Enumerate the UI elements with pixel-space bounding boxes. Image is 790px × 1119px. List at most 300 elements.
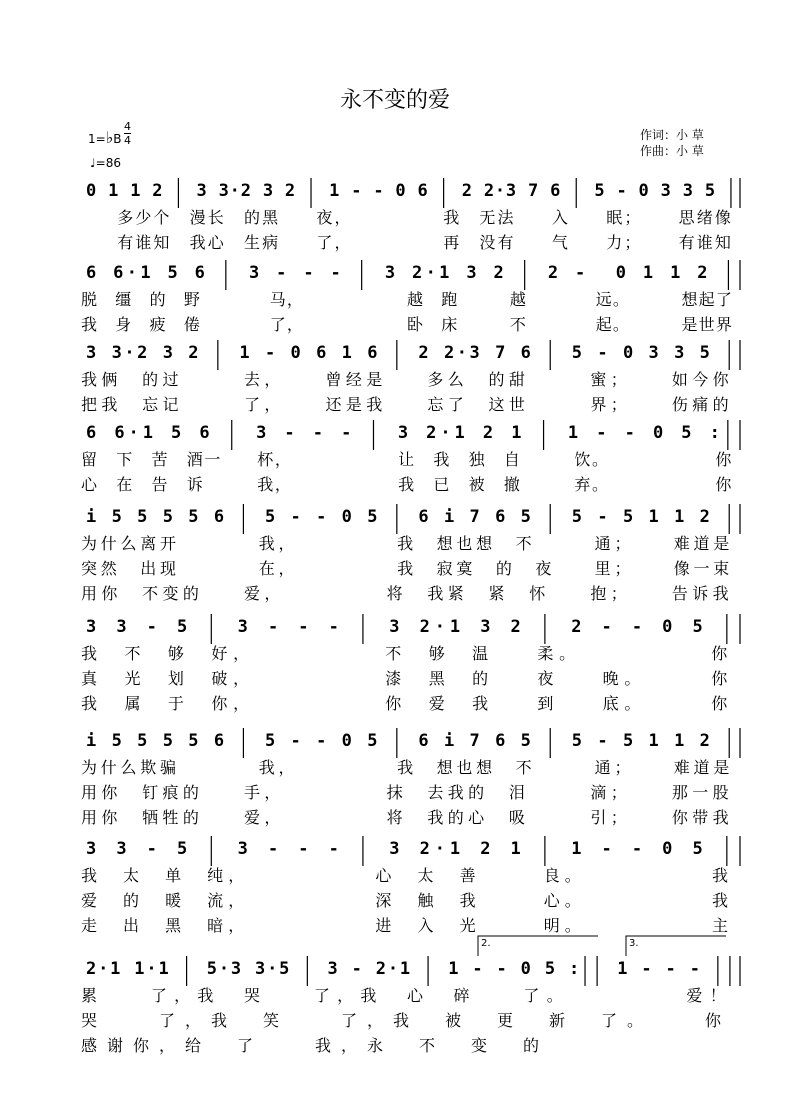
- note: 0: [622, 343, 634, 363]
- lyric-char: 你: [132, 1036, 149, 1055]
- lyric-char: 被: [468, 475, 485, 494]
- lyric-char: 我: [80, 315, 97, 334]
- dash-note: -: [597, 343, 608, 363]
- lyric-char: 了: [715, 290, 732, 309]
- lyric-char: 的: [123, 891, 140, 910]
- lyric-char: ，: [264, 808, 281, 827]
- lyric-char: 。: [559, 644, 576, 663]
- lyric-char: 多: [427, 370, 444, 389]
- lyric-char: 的: [243, 208, 260, 227]
- note: 6: [495, 731, 506, 751]
- note: 5: [171, 423, 182, 443]
- note: ·: [124, 343, 135, 363]
- lyric-char: 曾: [325, 370, 342, 389]
- note: 7: [469, 507, 480, 527]
- lyric-char: 的: [447, 808, 464, 827]
- lyric-char: 钉: [142, 783, 159, 802]
- note: 3: [256, 423, 267, 443]
- lyric-char: 进: [375, 916, 392, 935]
- lyric-char: 什: [100, 534, 117, 553]
- dash-note: -: [276, 263, 287, 283]
- lyric-char: 我: [397, 559, 414, 578]
- lyric-char: 了: [600, 1011, 617, 1030]
- lyric-char: 已: [433, 475, 450, 494]
- lyric-char: 寂: [436, 559, 453, 578]
- note: 2: [699, 507, 710, 527]
- note: 5: [692, 839, 703, 859]
- note: 3: [230, 959, 242, 979]
- note: ·: [494, 181, 506, 201]
- lyric-char: ；: [614, 559, 631, 578]
- lyric-char: 了: [269, 315, 286, 334]
- note: 5: [699, 343, 710, 363]
- note: ·: [425, 263, 436, 283]
- lyric-char: 心: [80, 475, 97, 494]
- lyric-char: 我: [189, 233, 206, 252]
- lyric-char: 也: [456, 534, 473, 553]
- note: 0: [341, 731, 352, 751]
- note: 5: [544, 959, 556, 979]
- lyric-char: 永: [366, 1036, 383, 1055]
- lyric-char: ，: [264, 395, 281, 414]
- lyric-char: 有: [678, 233, 695, 252]
- lyric-char: 骗: [160, 758, 177, 777]
- lyric-char: 一: [204, 450, 221, 469]
- note: 5: [594, 181, 605, 201]
- notes-line: [0, 342, 790, 364]
- note: 5: [520, 507, 531, 527]
- lyric-char: 入: [551, 208, 568, 227]
- lyric-char: 爱: [243, 584, 260, 603]
- lyric-char: 我: [101, 395, 118, 414]
- note: 6: [367, 343, 378, 363]
- lyric-char: ，: [228, 891, 245, 910]
- lyric-char: 想: [436, 758, 453, 777]
- note: ·: [126, 263, 137, 283]
- lyric-char: 的: [472, 669, 489, 688]
- lyric-char: 痕: [162, 783, 179, 802]
- dash-note: -: [267, 617, 279, 637]
- lyric-char: 手: [243, 783, 260, 802]
- lyric-char: 我: [711, 866, 728, 885]
- note: 2: [419, 839, 430, 859]
- note: 3: [116, 839, 127, 859]
- note: 2: [482, 423, 494, 443]
- note: 3: [384, 263, 396, 283]
- lyric-char: 。: [612, 290, 629, 309]
- lyric-char: 于: [167, 694, 184, 713]
- barline-layer: [0, 506, 790, 546]
- note: 3: [648, 343, 659, 363]
- lyric-char: 心: [207, 233, 224, 252]
- lyric-char: ，: [274, 475, 291, 494]
- lyric-char: 太: [123, 866, 140, 885]
- dash-note: -: [665, 959, 676, 979]
- dash-note: -: [312, 423, 324, 443]
- lyric-char: 知: [714, 233, 731, 252]
- lyric-char: ，: [264, 584, 281, 603]
- note: 3: [237, 839, 248, 859]
- dash-note: -: [496, 959, 507, 979]
- dash-note: -: [328, 839, 339, 859]
- lyric-char: 了: [243, 395, 260, 414]
- dash-note: -: [264, 343, 276, 363]
- dash-note: -: [267, 839, 279, 859]
- lyric-char: 抱: [590, 584, 607, 603]
- note: 2: [480, 839, 491, 859]
- note: 1: [329, 181, 340, 201]
- note: 2: [699, 731, 710, 751]
- lyricist-credit: 作词：小 草: [640, 128, 704, 142]
- lyric-char: 夜: [535, 559, 552, 578]
- lyric-char: 我: [443, 208, 460, 227]
- lyric-char: 将: [386, 584, 403, 603]
- lyric-char: ；: [610, 783, 627, 802]
- lyric-char: 气: [551, 233, 568, 252]
- lyric-char: 想: [476, 758, 493, 777]
- note: 0: [652, 423, 664, 443]
- note: ·: [98, 959, 109, 979]
- note: 1: [140, 263, 151, 283]
- note: 1: [399, 959, 411, 979]
- note: i: [443, 507, 455, 527]
- lyric-char: 的: [468, 783, 485, 802]
- lyric-char: 你: [711, 644, 728, 663]
- lyric-char: 。: [564, 916, 581, 935]
- lyric-char: 欺: [140, 758, 157, 777]
- lyric-char: 力: [606, 233, 623, 252]
- lyric-char: 我: [80, 644, 97, 663]
- note: 6: [495, 507, 506, 527]
- lyric-char: 晚: [602, 669, 619, 688]
- lyric-char: 碎: [453, 986, 470, 1005]
- note: ·: [267, 959, 278, 979]
- note: 1: [341, 343, 352, 363]
- note: 3: [86, 343, 97, 363]
- lyric-char: 你: [101, 783, 118, 802]
- lyric-char: 去: [243, 370, 260, 389]
- lyric-char: 纯: [207, 866, 224, 885]
- lyric-char: 想: [681, 290, 698, 309]
- lyric-char: 怀: [529, 584, 546, 603]
- lyric-char: 温: [472, 644, 489, 663]
- lyric-char: 心: [406, 986, 423, 1005]
- lyric-char: 记: [162, 395, 179, 414]
- note: 1: [567, 423, 579, 443]
- lyric-char: 单: [165, 866, 182, 885]
- note: 5: [264, 731, 276, 751]
- note: 0: [86, 181, 97, 201]
- lyric-char: 我: [397, 758, 414, 777]
- lyric-char: 我: [459, 891, 476, 910]
- lyric-char: 饮: [574, 450, 591, 469]
- lyric-char: 笑: [262, 1011, 279, 1030]
- lyric-char: 不: [515, 758, 532, 777]
- lyric-char: 感: [80, 1036, 97, 1055]
- lyric-char: 诉: [186, 475, 203, 494]
- lyric-char: 抹: [386, 783, 403, 802]
- lyric-char: 有: [497, 233, 514, 252]
- note: 2: [86, 959, 97, 979]
- lyric-char: 给: [184, 1036, 201, 1055]
- note: 2: [461, 181, 472, 201]
- note: 0: [615, 263, 626, 283]
- lyric-char: ；: [610, 808, 627, 827]
- note: 2: [418, 343, 429, 363]
- note: 1: [142, 423, 153, 443]
- lyric-char: 明: [543, 916, 560, 935]
- note: 1: [439, 263, 450, 283]
- lyric-char: 自: [503, 450, 520, 469]
- lyric-char: 像: [714, 208, 731, 227]
- lyric-char: 道: [693, 758, 710, 777]
- lyric-char: 跑: [441, 290, 458, 309]
- lyric-char: 不: [509, 315, 526, 334]
- lyric-char: 紧: [447, 584, 464, 603]
- lyric-char: 了: [340, 1011, 357, 1030]
- lyric-char: 现: [160, 559, 177, 578]
- lyric-char: 你: [211, 694, 228, 713]
- dash-note: -: [298, 617, 309, 637]
- note: 1: [239, 343, 250, 363]
- lyric-char: 伤: [671, 395, 688, 414]
- lyric-char: ，: [340, 1036, 357, 1055]
- note: 5: [279, 959, 290, 979]
- lyric-char: ，: [334, 208, 351, 227]
- lyric-char: 。: [564, 891, 581, 910]
- lyric-char: 入: [417, 916, 434, 935]
- note: ·: [434, 839, 445, 859]
- lyric-char: ，: [264, 370, 281, 389]
- barline-layer: [0, 730, 790, 770]
- dash-note: -: [316, 731, 327, 751]
- lyric-char: 。: [592, 450, 609, 469]
- lyric-char: 将: [386, 808, 403, 827]
- composer-credit: 作曲：小 草: [640, 144, 704, 158]
- lyric-char: 我: [80, 370, 97, 389]
- lyric-char: 也: [456, 758, 473, 777]
- lyric-char: 的: [182, 808, 199, 827]
- key-prefix: 1=: [88, 132, 106, 146]
- lyric-char: 底: [602, 694, 619, 713]
- lyric-char: 不: [515, 534, 532, 553]
- volta-bracket: [478, 936, 598, 956]
- dash-note: -: [341, 423, 352, 443]
- note: 6: [113, 263, 124, 283]
- note: 1: [130, 181, 141, 201]
- note: 5: [206, 959, 217, 979]
- lyric-char: 为: [80, 534, 97, 553]
- note: 6: [199, 423, 210, 443]
- lyric-char: 带: [692, 808, 709, 827]
- dash-note: -: [328, 617, 339, 637]
- lyric-char: 倦: [183, 315, 200, 334]
- lyric-char: 想: [476, 534, 493, 553]
- lyric-char: 夜: [537, 669, 554, 688]
- lyric-char: ；: [624, 208, 641, 227]
- note: 2: [152, 181, 163, 201]
- note: 1: [448, 959, 459, 979]
- lyric-char: 多: [117, 208, 134, 227]
- lyric-char: 是: [713, 534, 730, 553]
- lyric-char: 什: [100, 758, 117, 777]
- dash-note: -: [597, 507, 608, 527]
- lyric-char: 的: [142, 370, 159, 389]
- lyric-char: ，: [278, 758, 295, 777]
- note: 5: [111, 731, 122, 751]
- lyric-char: 你: [385, 694, 402, 713]
- lyric-char: ，: [233, 669, 250, 688]
- lyric-char: 黑: [428, 669, 445, 688]
- note: 2: [493, 263, 504, 283]
- note: 5: [137, 731, 148, 751]
- lyric-char: 的: [495, 559, 512, 578]
- lyric-char: 爱: [80, 891, 97, 910]
- lyric-char: 的: [488, 370, 505, 389]
- lyric-char: 界: [715, 315, 732, 334]
- lyric-char: 。: [546, 986, 563, 1005]
- lyric-char: 心: [375, 866, 392, 885]
- meter-top: 4: [124, 120, 131, 133]
- note: 1: [642, 263, 654, 283]
- dash-note: -: [597, 731, 608, 751]
- lyric-char: ，: [274, 450, 291, 469]
- note: 6: [418, 507, 429, 527]
- lyric-char: 界: [590, 395, 607, 414]
- note: 1: [449, 617, 461, 637]
- lyric-char: 漫: [189, 208, 206, 227]
- lyric-char: ；: [624, 233, 641, 252]
- lyric-char: 在: [116, 475, 133, 494]
- lyric-char: 苦: [151, 450, 168, 469]
- note: 1: [454, 423, 465, 443]
- lyric-char: 经: [345, 370, 362, 389]
- lyric-char: 暖: [165, 891, 182, 910]
- lyric-char: ，: [264, 783, 281, 802]
- lyric-char: 我: [80, 866, 97, 885]
- lyric-char: 。: [612, 315, 629, 334]
- note: 6: [316, 343, 327, 363]
- barline-layer: [0, 958, 790, 998]
- volta-label: 2.: [481, 938, 491, 949]
- lyric-char: 哭: [243, 986, 260, 1005]
- lyric-char: 一: [692, 783, 709, 802]
- lyric-char: 光: [459, 916, 476, 935]
- lyric-char: 破: [211, 669, 228, 688]
- lyric-char: 甜: [508, 370, 525, 389]
- note: 3: [660, 181, 671, 201]
- lyric-char: 累: [80, 986, 97, 1005]
- lyric-char: ，: [286, 290, 303, 309]
- lyric-char: 脱: [80, 290, 97, 309]
- lyric-char: 长: [207, 208, 224, 227]
- note: ·: [456, 343, 467, 363]
- notes-line: [0, 180, 790, 202]
- lyric-char: 你: [715, 450, 732, 469]
- note: 0: [520, 959, 531, 979]
- lyric-char: ；: [614, 534, 631, 553]
- dash-note: -: [472, 959, 483, 979]
- lyric-char: 个: [153, 208, 170, 227]
- lyric-char: 难: [673, 758, 690, 777]
- lyric-char: 野: [183, 290, 200, 309]
- note: 3: [249, 263, 260, 283]
- lyric-char: 滴: [590, 783, 607, 802]
- notes-line: [0, 506, 790, 528]
- lyric-char: 一: [693, 559, 710, 578]
- lyric-char: 够: [428, 644, 445, 663]
- note: 1: [110, 959, 121, 979]
- lyric-char: 有: [117, 233, 134, 252]
- dash-note: -: [290, 507, 301, 527]
- lyric-char: 离: [140, 534, 157, 553]
- lyric-char: 我: [427, 584, 444, 603]
- repeat-sign: :: [568, 959, 580, 979]
- lyric-char: 被: [444, 1011, 461, 1030]
- note: 3: [480, 617, 491, 637]
- lyric-char: 用: [80, 783, 97, 802]
- dash-note: -: [641, 959, 652, 979]
- lyric-char: 我: [80, 694, 97, 713]
- lyric-char: ，: [174, 986, 191, 1005]
- note: 5: [692, 617, 703, 637]
- note: 1: [449, 839, 461, 859]
- note: 2: [697, 263, 708, 283]
- dash-note: -: [298, 839, 309, 859]
- lyric-char: ，: [366, 1011, 383, 1030]
- lyric-char: 到: [537, 694, 554, 713]
- lyric-char: 心: [543, 891, 560, 910]
- lyric-char: 像: [673, 559, 690, 578]
- lyric-char: 爱: [686, 986, 703, 1005]
- lyric-char: 。: [624, 669, 641, 688]
- lyric-char: 不: [418, 1036, 435, 1055]
- lyric-char: 我: [314, 1036, 331, 1055]
- dash-note: -: [351, 959, 362, 979]
- lyric-char: 牺: [142, 808, 159, 827]
- lyric-char: 变: [162, 584, 179, 603]
- note: 3: [466, 263, 477, 283]
- lyric-char: ，: [278, 534, 295, 553]
- lyric-char: 新: [548, 1011, 565, 1030]
- lyric-char: 了: [447, 395, 464, 414]
- dash-note: -: [631, 839, 643, 859]
- lyric-char: 引: [590, 808, 607, 827]
- dash-note: -: [601, 839, 612, 859]
- note: 0: [662, 617, 673, 637]
- note: 2: [571, 617, 582, 637]
- lyric-char: 绪: [696, 208, 713, 227]
- lyric-char: 是: [345, 395, 362, 414]
- lyric-char: 属: [124, 694, 141, 713]
- lyric-char: 少: [135, 208, 152, 227]
- note: 6: [86, 423, 97, 443]
- lyric-char: 股: [712, 783, 729, 802]
- lyric-char: 在: [258, 559, 275, 578]
- dash-note: -: [330, 263, 341, 283]
- note: i: [86, 507, 97, 527]
- lyric-char: 束: [713, 559, 730, 578]
- lyric-char: 我: [257, 475, 274, 494]
- lyric-char: 良: [543, 866, 560, 885]
- note: 7: [495, 343, 506, 363]
- lyric-char: 法: [497, 208, 514, 227]
- lyric-char: ；: [610, 370, 627, 389]
- lyric-char: 深: [375, 891, 392, 910]
- lyric-char: 弃: [574, 475, 591, 494]
- lyric-char: 。: [564, 866, 581, 885]
- lyric-char: 马: [269, 290, 286, 309]
